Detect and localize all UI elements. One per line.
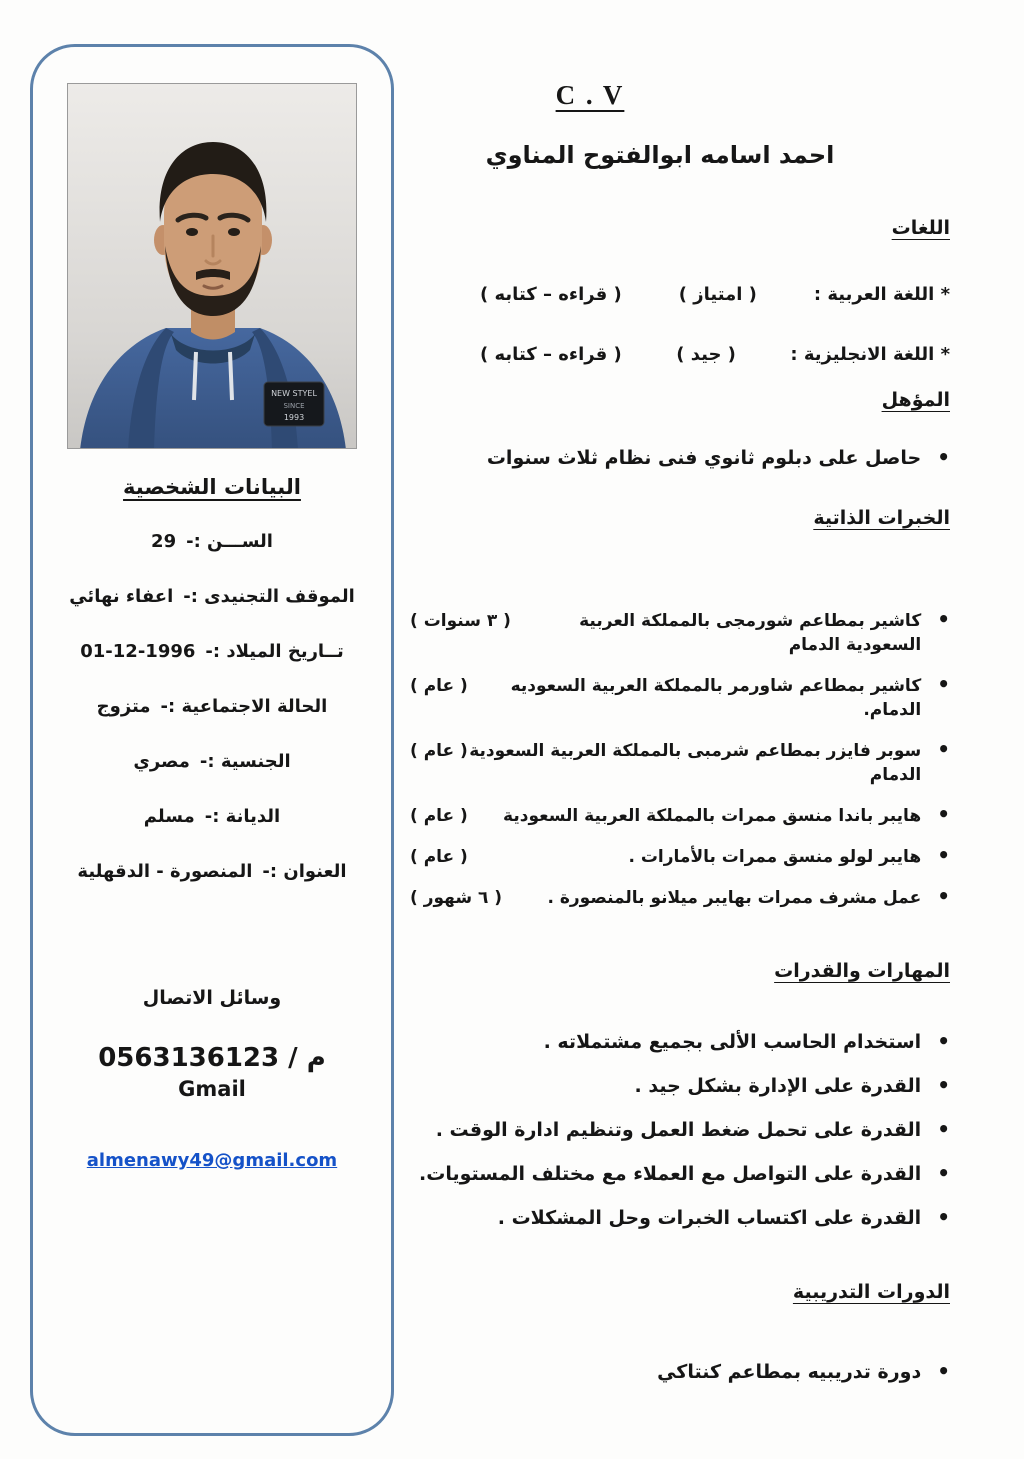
skill-item: [410, 1116, 950, 1143]
experience-item: [410, 737, 950, 787]
language-skills: ( قراءه – كتابه ): [480, 284, 622, 305]
bullet-icon: [937, 802, 950, 828]
field-label: الجنسية :-: [199, 751, 291, 772]
skill-text: القدرة على اكتساب الخبرات وحل المشكلات .: [497, 1207, 922, 1229]
cv-title: C . V: [555, 80, 625, 110]
cv-main: [410, 80, 950, 1383]
skill-text: القدرة على تحمل ضغط العمل وتنظيم ادارة الوقت .: [435, 1119, 922, 1141]
language-level: ( امتياز ): [678, 284, 757, 305]
portrait-illustration: [68, 84, 357, 449]
field-value: مصري: [133, 751, 190, 772]
skills-list: [410, 1028, 950, 1231]
skill-item: [410, 1204, 950, 1231]
bullet-icon: [937, 1072, 950, 1099]
field-age: [33, 529, 391, 555]
experience-text: هايبر باندا منسق ممرات بالمملكة العربية السعودية: [503, 806, 922, 826]
qualification-item: [410, 445, 950, 469]
field-value: اعفاء نهائي: [69, 586, 174, 607]
bullet-icon: [937, 1359, 950, 1383]
section-title-languages: اللغات: [891, 217, 950, 239]
field-label: الســـن :-: [186, 531, 273, 552]
experience-duration: ( ٣ سنوات ): [410, 611, 511, 631]
language-row-english: [480, 343, 950, 367]
field-value: متزوج: [96, 696, 151, 717]
experience-item: [410, 802, 950, 828]
language-skills: ( قراءه – كتابه ): [480, 344, 622, 365]
section-title-skills: المهارات والقدرات: [774, 960, 950, 982]
bullet-icon: [937, 1028, 950, 1055]
section-title-courses: الدورات التدريبية: [792, 1281, 950, 1303]
patch-text-line3: 1993: [283, 413, 305, 422]
email-link[interactable]: almenawy49@gmail.com: [86, 1150, 338, 1171]
skill-item: [410, 1160, 950, 1187]
experience-text: كاشير بمطاعم شورمجى بالمملكة العربية السعودية الدمام: [579, 611, 922, 655]
bullet-icon: [937, 884, 950, 910]
profile-photo: [67, 83, 357, 449]
candidate-name: احمد اسامه ابوالفتوح المناوي: [485, 141, 835, 169]
field-label: تــاريخ الميلاد :-: [205, 641, 344, 662]
field-military-status: [33, 584, 391, 610]
bullet-icon: [937, 607, 950, 633]
experience-text: كاشير بمطاعم شاورمر بالمملكة العربية السعوديه الدمام.: [510, 676, 922, 720]
field-label: الموقف التجنيدى :-: [183, 586, 355, 607]
skill-item: [410, 1028, 950, 1055]
experience-item: [410, 672, 950, 722]
field-value: المنصورة - الدقهلية: [77, 861, 253, 882]
skill-text: القدرة على التواصل مع العملاء مع مختلف المستويات.: [419, 1163, 922, 1185]
field-marital-status: [33, 694, 391, 720]
field-religion: [33, 804, 391, 830]
field-birth-date: [33, 639, 391, 665]
experience-duration: ( عام ): [410, 741, 468, 761]
bullet-icon: [937, 445, 950, 469]
experience-duration: ( عام ): [410, 676, 468, 696]
bullet-icon: [937, 843, 950, 869]
section-title-experiences: الخبرات الذاتية: [813, 507, 950, 529]
language-row-arabic: [480, 283, 950, 307]
personal-fields: [33, 529, 391, 885]
experience-duration: ( ٦ شهور ): [410, 888, 503, 908]
patch-text-line1: NEW STYEL: [271, 389, 317, 398]
experience-item: [410, 843, 950, 869]
qualification-text: حاصل على دبلوم ثانوي فنى نظام ثلاث سنوات: [486, 447, 922, 469]
experience-list: [410, 607, 950, 910]
course-text: دورة تدريبيه بمطاعم كنتاكي: [657, 1361, 922, 1383]
skill-text: القدرة على الإدارة بشكل جيد .: [634, 1075, 922, 1097]
course-item: [410, 1359, 950, 1383]
section-title-qualification: المؤهل: [881, 389, 950, 411]
field-label: العنوان :-: [262, 861, 347, 882]
skill-item: [410, 1072, 950, 1099]
field-value: 01-12-1996: [80, 641, 196, 662]
gmail-label: Gmail: [178, 1077, 246, 1101]
bullet-icon: [937, 672, 950, 698]
experience-duration: ( عام ): [410, 806, 468, 826]
skill-text: استخدام الحاسب الألى بجميع مشتملاته .: [543, 1031, 922, 1053]
experience-item: [410, 607, 950, 657]
personal-data-title: البيانات الشخصية: [123, 475, 301, 499]
bullet-icon: [937, 1204, 950, 1231]
field-label: الديانة :-: [204, 806, 281, 827]
experience-item: [410, 884, 950, 910]
patch-text-line2: SINCE: [283, 402, 305, 410]
language-label: * اللغة العربية :: [813, 284, 950, 305]
sidebar: [30, 44, 394, 1436]
bullet-icon: [937, 1116, 950, 1143]
contact-methods-title: وسائل الاتصال: [142, 987, 282, 1009]
experience-text: سوبر فايزر بمطاعم شرمبى بالمملكة العربية السعودية الدمام: [469, 741, 922, 785]
field-value: 29: [151, 531, 177, 552]
language-label: * اللغة الانجليزية :: [790, 344, 950, 365]
hoodie-patch: [264, 382, 324, 426]
field-nationality: [33, 749, 391, 775]
bullet-icon: [937, 1160, 950, 1187]
field-value: مسلم: [143, 806, 195, 827]
field-label: الحالة الاجتماعية :-: [160, 696, 328, 717]
bullet-icon: [937, 737, 950, 763]
phone-number: م / 0563136123: [98, 1043, 326, 1073]
experience-text: هايبر لولو منسق ممرات بالأمارات .: [628, 847, 922, 867]
experience-duration: ( عام ): [410, 847, 468, 867]
experience-text: عمل مشرف ممرات بهايبر ميلانو بالمنصورة .: [547, 888, 922, 908]
field-address: [33, 859, 391, 885]
language-level: ( جيد ): [676, 344, 736, 365]
